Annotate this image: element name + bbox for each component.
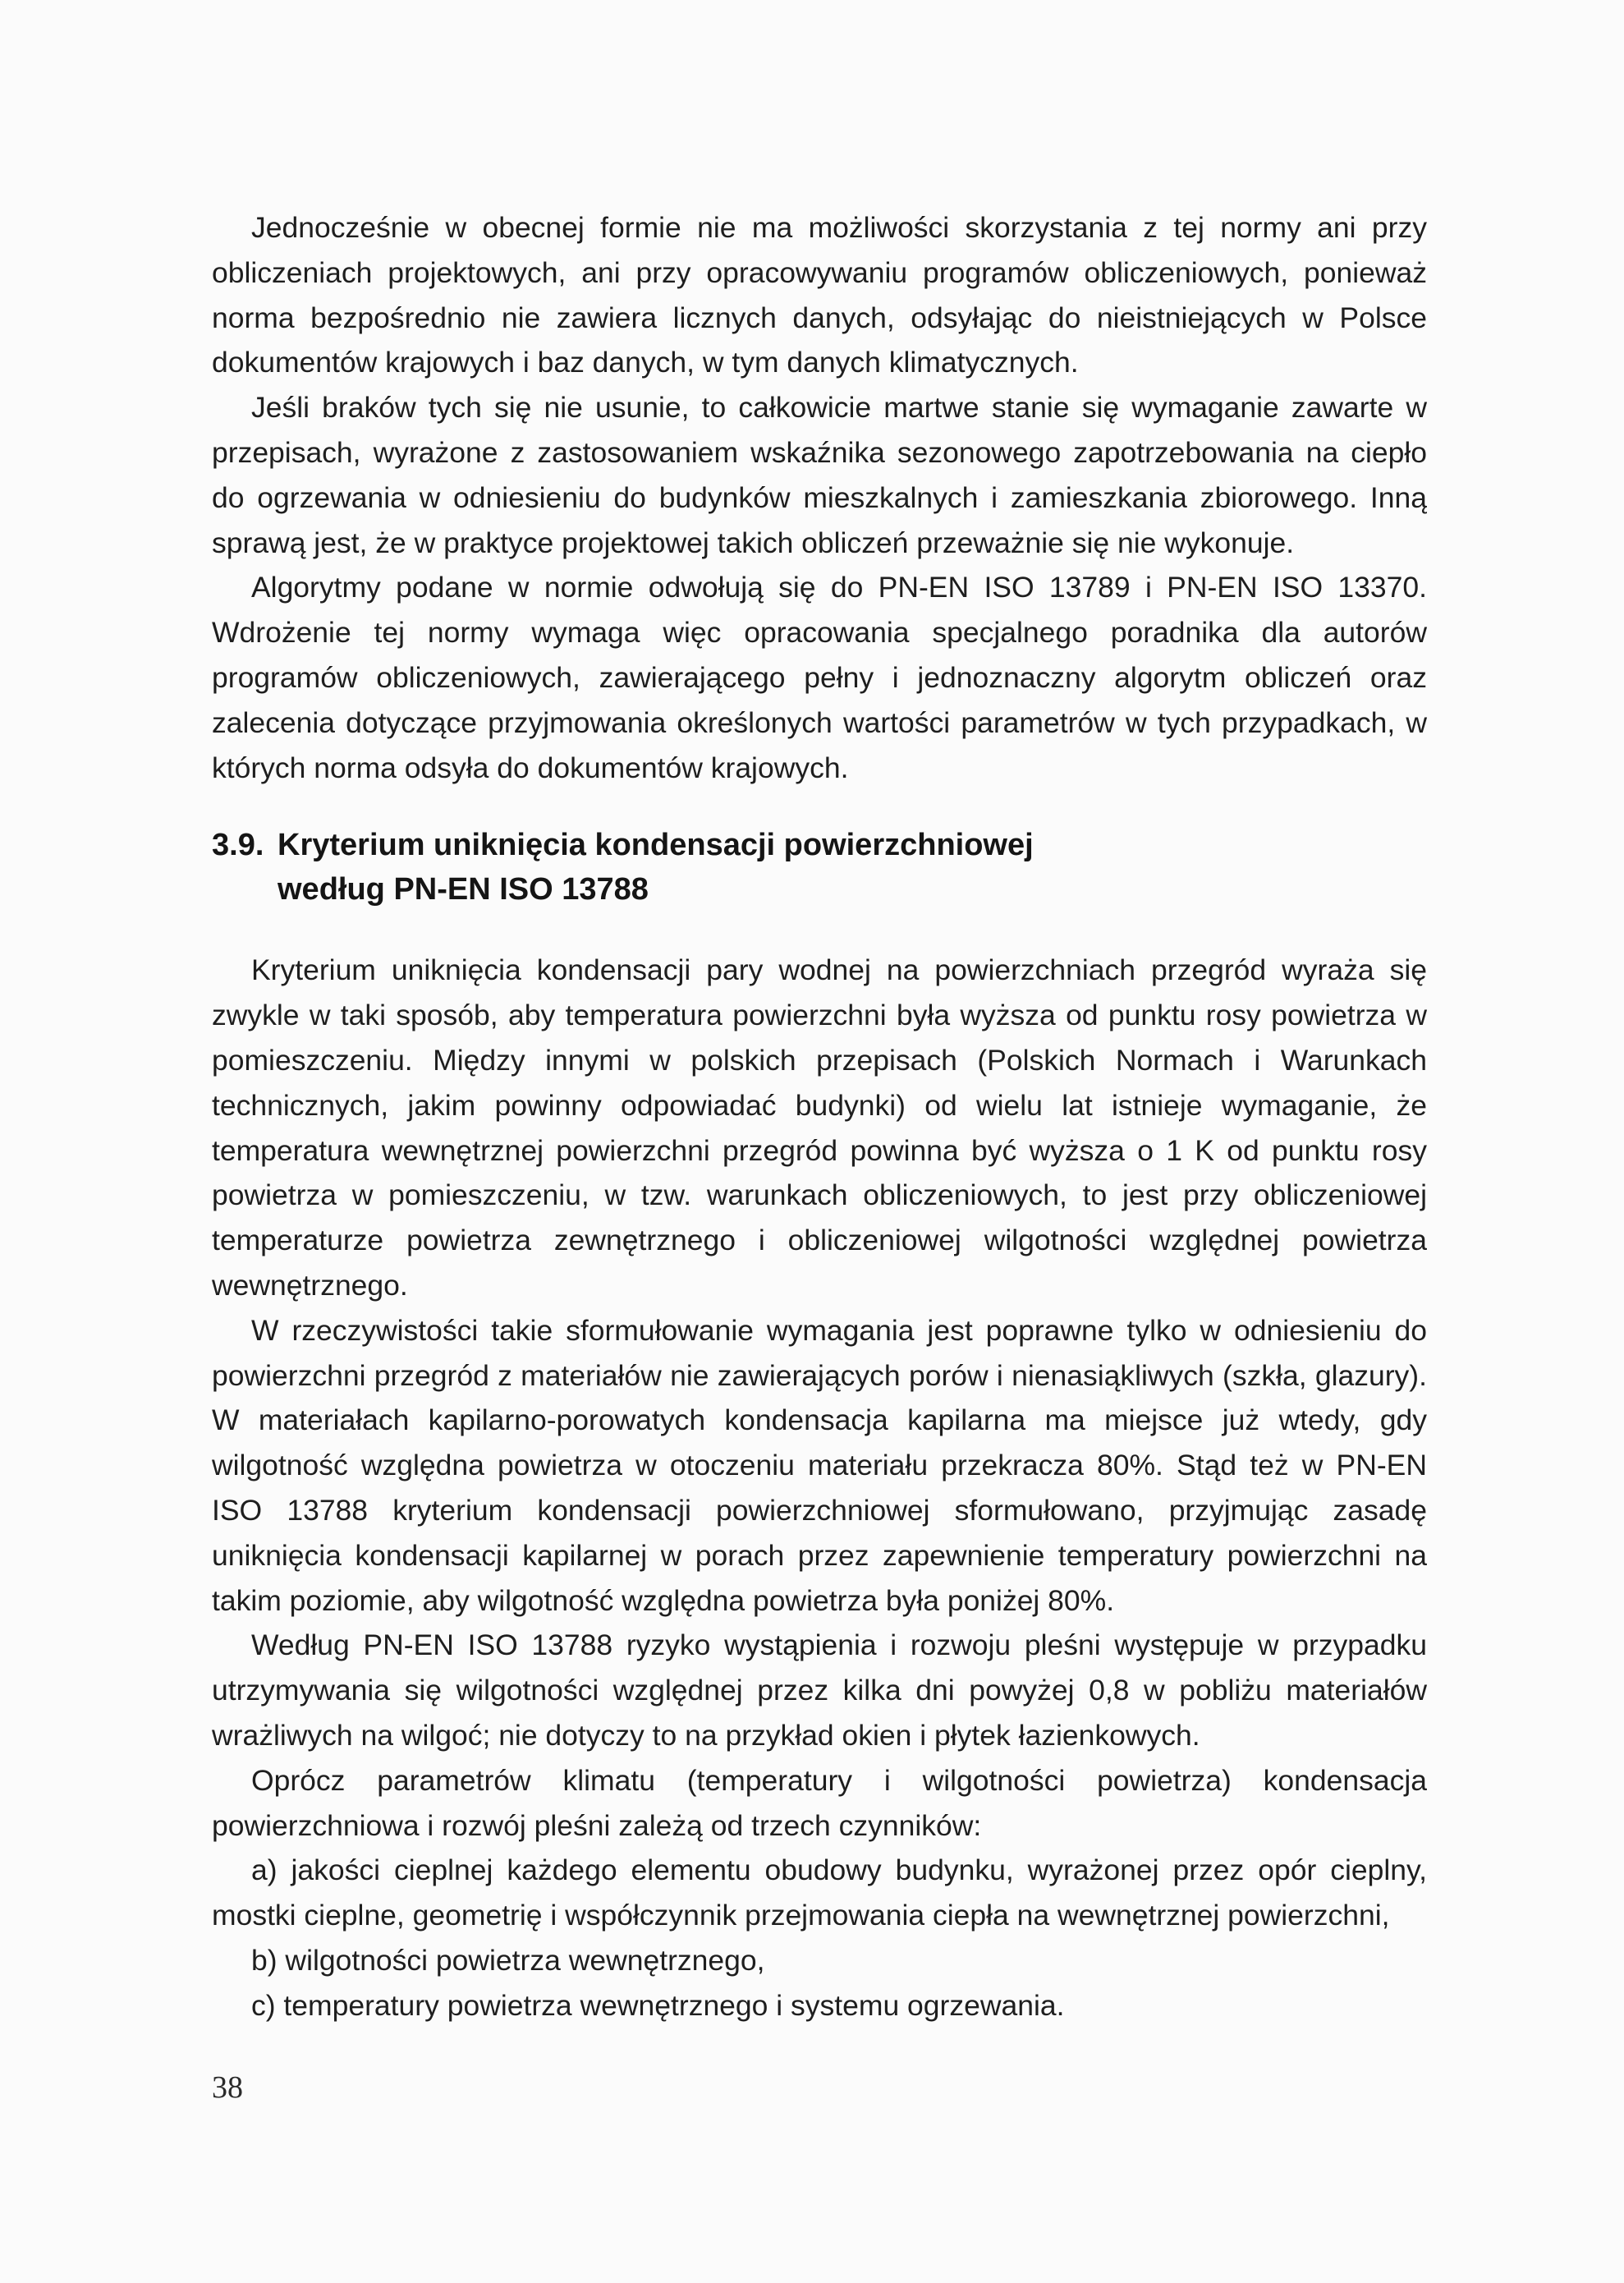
section-heading	[212, 823, 1427, 912]
section-number: 3.9.	[212, 828, 264, 863]
paragraph: Jeśli braków tych się nie usunie, to całkowicie martwe stanie się wymaganie zawarte w przepisach, wyrażone z zastosowaniem wskaźnika sezonowego zapotrzebowania na ciepło do ogrzewania w odniesieniu do budynków mieszkalnych i zamieszkania zbiorowego. Inną sprawą jest, że w praktyce projektowej takich obliczeń przeważnie się nie wykonuje.	[212, 391, 1427, 559]
list-item: a) jakości cieplnej każdego elementu obudowy budynku, wyrażonej przez opór cieplny, mostki cieplne, geometrię i współczynnik przejmowania ciepła na wewnętrznej powierzchni,	[212, 1854, 1427, 1932]
section-title-line-2: według PN-EN ISO 13788	[278, 872, 649, 907]
paragraph: W rzeczywistości takie sformułowanie wymagania jest poprawne tylko w odniesieniu do powierzchni przegród z materiałów nie zawierających porów i nienasiąkliwych (szkła, glazury). W materiałach kapilarno-porowatych kondensacja kapilarna ma miejsce już wtedy, gdy wilgotność względna powietrza w otoczeniu materiału przekracza 80%. Stąd też w PN-EN ISO 13788 kryterium kondensacji powierzchniowej sformułowano, przyjmując zasadę uniknięcia kondensacji kapilarnej w porach przez zapewnienie temperatury powierzchni na takim poziomie, aby wilgotność względna powietrza była poniżej 80%.	[212, 1313, 1427, 1617]
list-item: c) temperatury powietrza wewnętrznego i systemu ogrzewania.	[251, 1988, 1065, 2022]
paragraph: Oprócz parametrów klimatu (temperatury i wilgotności powietrza) kondensacja powierzchniowa i rozwój pleśni zależą od trzech czynników:	[212, 1763, 1427, 1842]
page-content	[212, 205, 1427, 2028]
paragraph: Według PN-EN ISO 13788 ryzyko wystąpienia i rozwoju pleśni występuje w przypadku utrzymywania się wilgotności względnej przez kilka dni powyżej 0,8 w pobliżu materiałów wrażliwych na wilgoć; nie dotyczy to na przykład okien i płytek łazienkowych.	[212, 1628, 1427, 1752]
section-title-line-1: Kryterium uniknięcia kondensacji powierzchniowej	[278, 828, 1034, 863]
paragraph: Algorytmy podane w normie odwołują się do PN-EN ISO 13789 i PN-EN ISO 13370. Wdrożenie tej normy wymaga więc opracowania specjalnego poradnika dla autorów programów obliczeniowych, zawierającego pełny i jednoznaczny algorytm obliczeń oraz zalecenia dotyczące przyjmowania określonych wartości parametrów w tych przypadkach, w których norma odsyła do dokumentów krajowych.	[212, 571, 1427, 784]
paragraph: Kryterium uniknięcia kondensacji pary wodnej na powierzchniach przegród wyraża się zwykle w taki sposób, aby temperatura powierzchni była wyższa od punktu rosy powietrza w pomieszczeniu. Między innymi w polskich przepisach (Polskich Normach i Warunkach technicznych, jakim powinny odpowiadać budynki) od wielu lat istnieje wymaganie, że temperatura wewnętrznej powierzchni przegród powinna być wyższa o 1 K od punktu rosy powietrza w pomieszczeniu, w tzw. warunkach obliczeniowych, to jest przy obliczeniowej temperaturze powietrza zewnętrznego i obliczeniowej wilgotności względnej powietrza wewnętrznego.	[212, 953, 1427, 1302]
list-item: b) wilgotności powietrza wewnętrznego,	[251, 1943, 765, 1977]
paragraph: Jednocześnie w obecnej formie nie ma możliwości skorzystania z tej normy ani przy obliczeniach projektowych, ani przy opracowywaniu programów obliczeniowych, ponieważ norma bezpośrednio nie zawiera licznych danych, odsyłając do nieistniejących w Polsce dokumentów krajowych i baz danych, w tym danych klimatycznych.	[212, 211, 1427, 379]
page-number: 38	[212, 2070, 243, 2105]
